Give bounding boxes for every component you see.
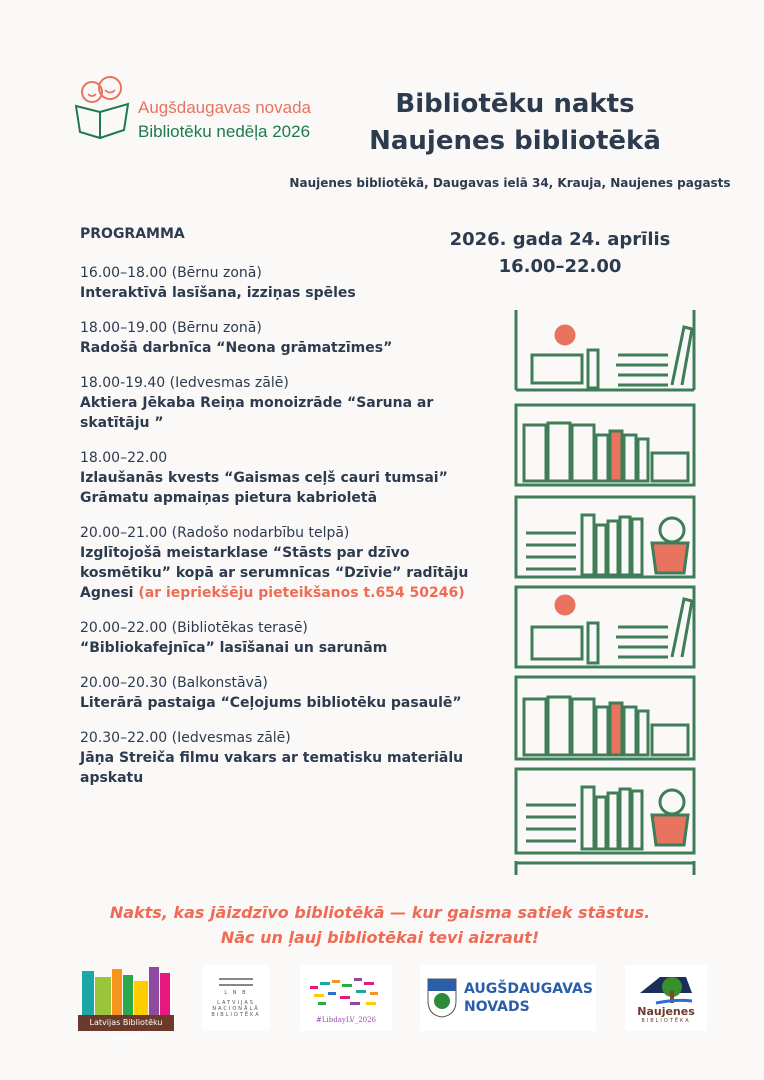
latvia-map-icon: [306, 972, 386, 1016]
book-smiles-icon: [72, 76, 134, 140]
date-day: 2026. gada 24. aprīlis: [449, 229, 671, 250]
event-desc: “Bibliokafejnīca” lasīšanai un sarunām: [80, 640, 388, 656]
program-item: [80, 373, 480, 433]
program-list: [80, 263, 480, 803]
partner-logo-naujenes: [625, 965, 707, 1031]
logo-line2: Bibliotēku nedēļa 2026: [138, 122, 311, 141]
coat-of-arms-icon: [426, 977, 458, 1019]
page-title: [330, 86, 700, 160]
partner-logo-augsdaugavas-novads: [420, 965, 596, 1031]
lnb-abbr: L N B: [224, 990, 248, 996]
event-time: 20.00–20.30 (Balkonstāvā): [80, 675, 268, 691]
naujenes-sub: BIBLIOTĒKA: [641, 1017, 691, 1024]
event-desc: Jāņa Streiča filmu vakars ar tematisku materiālu apskatu: [80, 750, 464, 786]
novads-line2: NOVADS: [464, 999, 530, 1015]
libday-hashtag: #LibdayLV_2026: [315, 1016, 377, 1024]
event-desc: Literārā pastaiga “Ceļojums bibliotēku pasaulē”: [80, 695, 462, 711]
event-time: 18.00–22.00: [80, 450, 168, 466]
slogan: [60, 900, 700, 950]
logo-line1: Augšdaugavas novada: [138, 98, 311, 117]
event-desc: Interaktīvā lasīšana, izziņas spēles: [80, 285, 356, 301]
event-time: 18.00-19.40 (Iedvesmas zālē): [80, 375, 289, 391]
address: Naujenes bibliotēkā, Daugavas ielā 34, Krauja, Naujenes pagasts: [289, 176, 731, 190]
event-time: 20.00–22.00 (Bibliotēkas terasē): [80, 620, 308, 636]
festival-logo: [72, 76, 134, 140]
program-item: [80, 318, 480, 358]
bookshelf-illustration: [510, 305, 700, 875]
event-desc-text: Izglītojošā meistarklase “Stāsts par dzīvo kosmētiku” kopā ar serumnīcas “Dzīvie” radītāju Agnesi: [80, 545, 469, 601]
program-heading: PROGRAMMA: [80, 226, 185, 242]
naujenes-name: Naujenes: [637, 1004, 695, 1018]
event-time: 20.30–22.00 (Iedvesmas zālē): [80, 730, 291, 746]
program-item: [80, 618, 480, 658]
partner-logo-lnb: [202, 965, 270, 1031]
event-time: 16.00–18.00 (Bērnu zonā): [80, 265, 262, 281]
program-item: [80, 728, 480, 788]
library-house-tree-icon: [636, 973, 696, 1005]
novads-line1: AUGŠDAUGAVAS: [464, 981, 593, 997]
title-line2: Naujenes bibliotēkā: [369, 126, 661, 156]
event-desc: Aktiera Jēkaba Reiņa monoizrāde “Saruna ar skatītāju ”: [80, 395, 434, 431]
event-time: 20.00–21.00 (Radošo nodarbību telpā): [80, 525, 350, 541]
partner-name: Latvijas Bibliotēku nedēļa: [78, 1015, 174, 1031]
registration-note: (ar iepriekšēju pieteikšanos t.654 50246): [138, 585, 465, 601]
event-desc: [80, 543, 480, 603]
slogan-line1: Nakts, kas jāizdzīvo bibliotēkā — kur gaisma satiek stāstus.: [109, 903, 651, 922]
program-item: [80, 448, 480, 508]
event-desc: Radošā darbnīca “Neona grāmatzīmes”: [80, 340, 393, 356]
program-item: [80, 673, 480, 713]
program-item: [80, 523, 480, 603]
lnb-line3: BIBLIOTĒKA: [211, 1012, 261, 1018]
event-time: 18.00–19.00 (Bērnu zonā): [80, 320, 262, 336]
partner-logo-bibliotheku-nedela: [78, 965, 174, 1043]
title-line1: Bibliotēku nakts: [395, 89, 635, 119]
event-desc: Izlaušanās kvests “Gaismas ceļš cauri tumsai” Grāmatu apmaiņas pietura kabrioletā: [80, 470, 448, 506]
date-hours: 16.00–22.00: [498, 256, 622, 277]
festival-logo-text: [138, 96, 311, 144]
lnb-line1: LATVIJAS: [217, 1000, 255, 1006]
slogan-line2: Nāc un ļauj bibliotēkai tevi aizraut!: [220, 928, 540, 947]
lnb-line2: NACIONĀLĀ: [212, 1006, 260, 1012]
bookshelf-icon: [510, 305, 700, 875]
partner-logo-libday: [300, 965, 392, 1031]
program-item: [80, 263, 480, 303]
